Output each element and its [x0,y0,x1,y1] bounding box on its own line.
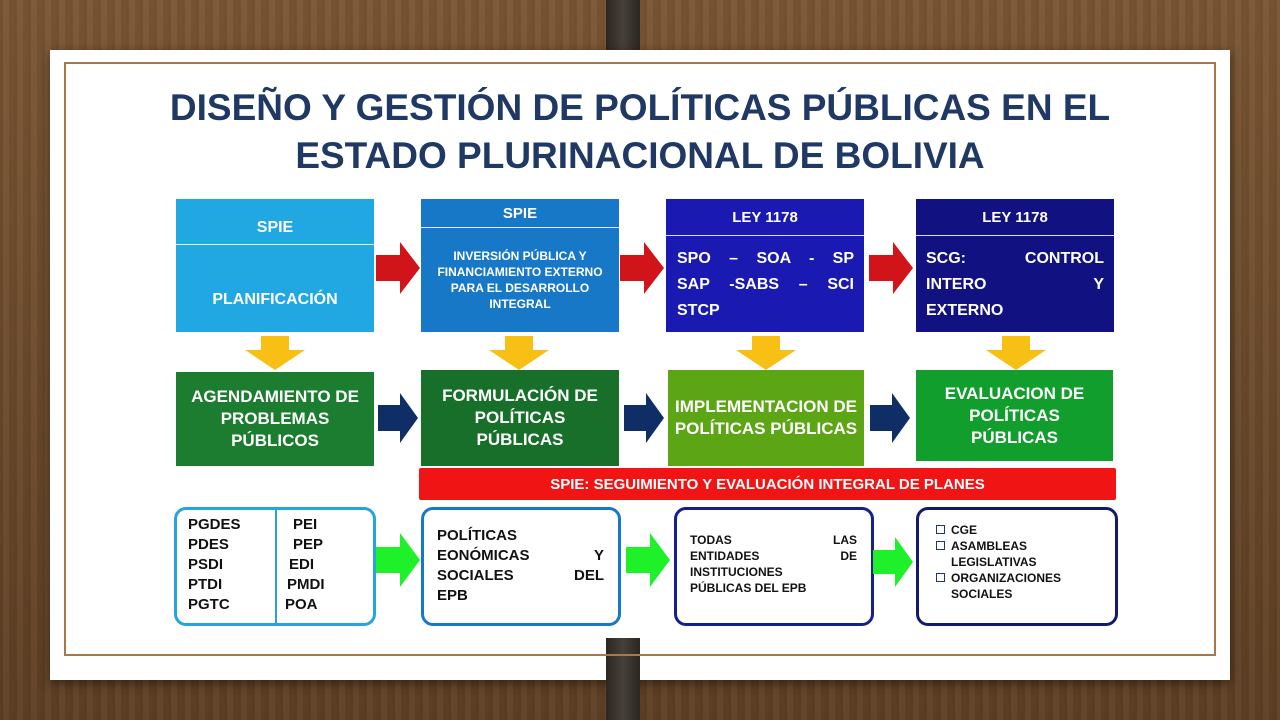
plan-item: PDES [188,536,229,553]
stage-formulacion: FORMULACIÓN DE POLÍTICAS PÚBLICAS [421,370,619,466]
entities-line: INSTITUCIONES [690,565,783,579]
divider [666,235,864,236]
oversight-list [936,522,1109,602]
plan-item: POA [285,596,318,613]
policies-box [421,507,621,626]
plans-left-list [188,515,241,615]
plans-divider [275,507,277,626]
box-body [926,246,1104,324]
green-arrow-icon [376,533,420,587]
box-header: SPIE [256,219,294,236]
stage-agendamiento: AGENDAMIENTO DE PROBLEMAS PÚBLICOS [176,372,374,466]
oversight-item [936,570,1109,602]
body-line: SAP -SABS – SCI [677,276,854,293]
ley1178-spo-box [666,199,864,332]
policies-line: EONÓMICAS Y [437,547,604,564]
body-line: EXTERNO [926,302,1004,319]
spie-planificacion-box [176,199,374,332]
red-arrow-icon [620,242,664,294]
divider [421,227,619,228]
policies-line: EPB [437,587,468,604]
oversight-label: ASAMBLEAS LEGISLATIVAS [951,539,1037,569]
stage-evaluacion: EVALUACION DE POLÍTICAS PÚBLICAS [916,370,1113,461]
plan-item: PEI [293,516,318,533]
plan-item: EDI [289,556,315,573]
policies-line: POLÍTICAS [437,527,518,544]
yellow-down-arrow-icon [736,336,796,370]
plan-item: PGTC [188,596,230,613]
plan-item: PGDES [188,516,241,533]
box-body: INVERSIÓN PÚBLICA Y FINANCIAMIENTO EXTERNO PARA EL DESARROLLO INTEGRAL [437,249,603,311]
green-arrow-icon [626,533,670,587]
oversight-item [936,522,1109,538]
oversight-item [936,538,1109,570]
body-line: INTERO Y [926,276,1104,293]
spie-inversion-box [421,199,619,332]
red-arrow-icon [869,242,913,294]
title-line-2: ESTADO PLURINACIONAL DE BOLIVIA [295,135,985,176]
oversight-label: ORGANIZACIONES SOCIALES [951,571,1062,601]
navy-arrow-icon [378,393,418,443]
entities-line: ENTIDADES DE [690,549,857,563]
box-header: LEY 1178 [732,209,798,226]
yellow-down-arrow-icon [489,336,549,370]
checkbox-bullet-icon [936,541,945,550]
yellow-down-arrow-icon [245,336,305,370]
policies-line: SOCIALES DEL [437,567,604,584]
stage-implementacion: IMPLEMENTACION DE POLÍTICAS PÚBLICAS [668,370,864,466]
plan-item: PEP [293,536,324,553]
entities-line: PÚBLICAS DEL EPB [690,581,807,595]
divider [176,244,374,245]
oversight-box [916,507,1118,626]
entities-text [690,532,857,596]
policies-text [437,526,604,606]
plan-item: PTDI [188,576,223,593]
entities-line: TODAS LAS [690,533,857,547]
body-line: SCG: CONTROL [926,250,1104,267]
checkbox-bullet-icon [936,573,945,582]
red-arrow-icon [376,242,420,294]
plans-box [174,507,376,626]
box-header: LEY 1178 [982,209,1048,226]
plans-right-list [285,515,325,615]
checkbox-bullet-icon [936,525,945,534]
box-header: SPIE [502,205,538,222]
box-body [677,246,854,324]
plan-item: PMDI [287,576,325,593]
slide-title [64,84,1216,180]
oversight-label: CGE [951,523,978,537]
yellow-down-arrow-icon [986,336,1046,370]
green-arrow-icon [873,537,913,587]
box-body: PLANIFICACIÓN [212,291,338,308]
spie-banner: SPIE: SEGUIMIENTO Y EVALUACIÓN INTEGRAL DE PLANES [419,468,1116,500]
divider [916,235,1114,236]
title-line-1: DISEÑO Y GESTIÓN DE POLÍTICAS PÚBLICAS EN EL [169,87,1111,128]
navy-arrow-icon [870,393,910,443]
body-line: STCP [677,302,720,319]
plan-item: PSDI [188,556,224,573]
entities-box [674,507,874,626]
ley1178-scg-box [916,199,1114,332]
body-line: SPO – SOA - SP [677,250,854,267]
navy-arrow-icon [624,393,664,443]
